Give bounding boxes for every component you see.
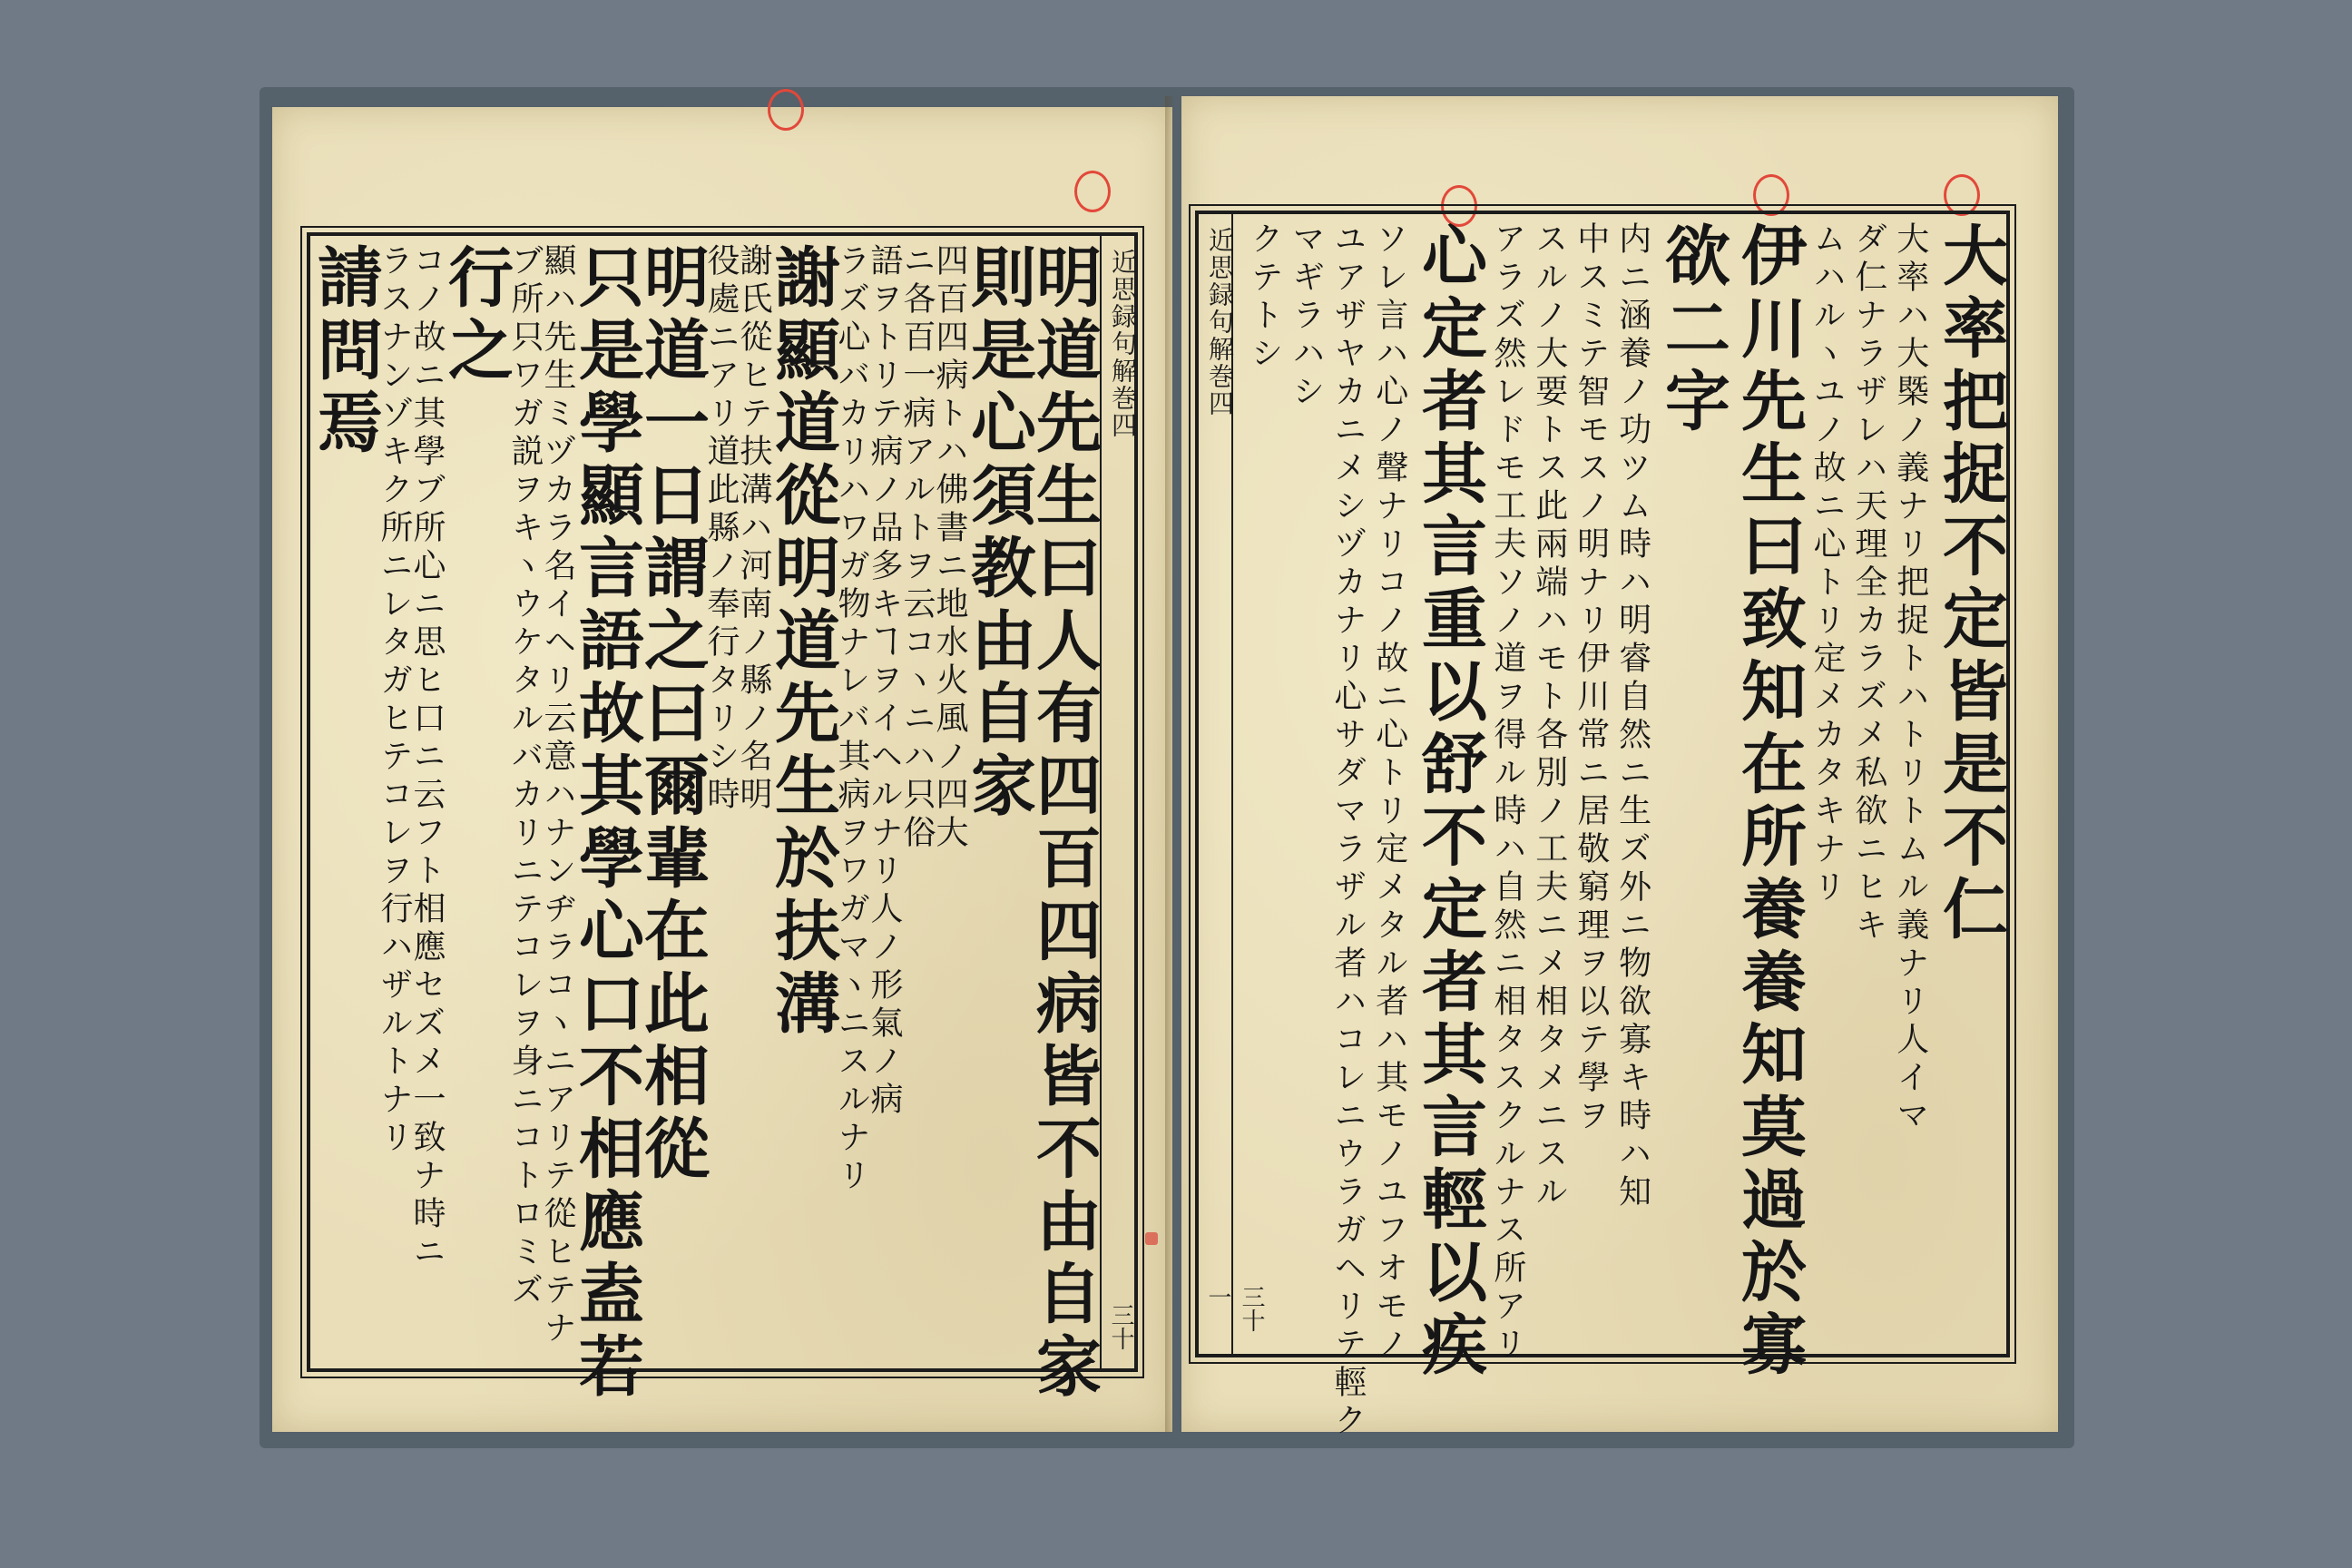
- commentary-column: ユアザヤカニメシヅカナリ心サダマラザル者ハコレニウラガヘリテ輕ク: [1328, 221, 1367, 1441]
- commentary-column: 大率ハ大槩ノ義ナリ把捉トハトリトムル義ナリ人イマ: [1891, 221, 1929, 1136]
- commentary-column: クテトシ: [1245, 221, 1283, 374]
- red-circle-mark: [1074, 171, 1111, 212]
- main-text-column: 謝顯道從明道先生於扶溝: [764, 243, 841, 1042]
- right-text-frame: [1195, 211, 2010, 1441]
- commentary-column: 語ヲトリテ病ノ品多キヿヲイヘルナリ人ノ形氣ノ病: [866, 243, 903, 1120]
- commentary-column: ラズ心バカリハワガ物ナレバ其病ヲワガマヽニスルナリ: [833, 243, 870, 1196]
- commentary-column: 中スミテ智モスノ明ナリ伊川常ニ居敬窮理ヲ以テ學ヲ: [1572, 221, 1610, 1136]
- commentary-column: 内ニ涵養ノ功ツム時ハ明睿自然ニ生ズ外ニ物欲寡キ時ハ知: [1613, 221, 1651, 1212]
- main-text-column: 明道一日謂之曰爾輩在此相從: [633, 243, 710, 1187]
- main-text-column: 心定者其言重以舒不定者其言輕以疾: [1410, 221, 1488, 1383]
- commentary-column: 四百四病トハ佛書ニ地水火風ノ四大: [931, 243, 968, 853]
- folio-number: 三十: [1107, 1303, 1134, 1350]
- red-circle-mark: [768, 89, 804, 131]
- commentary-column: ニ各百一病アルトヲ云コヽニハ只俗: [898, 243, 936, 853]
- commentary-column: 顯ハ先生ミヅカラ名イヘリ云意ハナンヂラコヽニアリテ從ヒテナ: [539, 243, 576, 1348]
- main-text-column: 則是心須教由自家: [960, 243, 1037, 824]
- commentary-column: コノ故ニ其學ブ所心ニ思ヒ口ニ云フト相應セズメ一致ナ時ニ: [408, 243, 446, 1272]
- commentary-column: 役處ニアリ道此縣ノ奉行タリシ時: [702, 243, 740, 815]
- book-title-label: 近思録句解巻四: [1108, 249, 1138, 439]
- main-text-column: 行之: [437, 243, 514, 388]
- left-text-frame: [307, 232, 1138, 1405]
- main-text-column: 明道先生曰人有四百四病皆不由自家: [1025, 243, 1102, 1405]
- commentary-column: ムハルヽユノ故ニ心トリ定メカタキナリ: [1808, 221, 1846, 907]
- red-seal-mark: [1145, 1232, 1158, 1245]
- main-text-column: 伊川先生曰致知在所養養知莫過於寡: [1730, 221, 1808, 1383]
- left-columns: [307, 243, 1102, 1405]
- main-text-column: 欲二字: [1653, 221, 1731, 439]
- folio-number: 三十一: [1204, 1285, 1265, 1332]
- right-page: [1181, 96, 2058, 1441]
- right-columns: [1239, 221, 2009, 1441]
- commentary-column: スルノ大要トス此兩端ハモト各別ノ工夫ニメ相タメニスル: [1530, 221, 1568, 1212]
- left-margin-band: [1100, 236, 1138, 1368]
- commentary-column: ダ仁ナラザレハ天理全カラズメ私欲ニヒキ: [1849, 221, 1887, 946]
- left-page: [272, 107, 1172, 1432]
- main-text-column: 請問焉: [307, 243, 384, 461]
- main-text-column: 只是學顯言語故其學心口不相應盍若: [568, 243, 645, 1405]
- book-title-label: 近思録句解巻四: [1205, 227, 1235, 417]
- main-text-column: 大率把捉不定皆是不仁: [1932, 221, 2009, 947]
- commentary-column: 謝氏從ヒテ扶溝ハ河南ノ縣ノ名明: [735, 243, 772, 815]
- commentary-column: マギラハシ: [1287, 221, 1325, 412]
- commentary-column: アラズ然レドモ工夫ソノ道ヲ得ル時ハ自然ニ相タスクルナス所アリ: [1488, 221, 1526, 1365]
- commentary-column: ソレ言ハ心ノ聲ナリコノ故ニ心トリ定メタル者ハ其モノユフオモノ: [1370, 221, 1408, 1365]
- commentary-column: ラスナンゾキク所ニレタガヒテコレヲ行ハザルトナリ: [376, 243, 413, 1158]
- commentary-column: ブ所只ワガ説ヲキヽウケタルバカリニテコレヲ身ニコトロミズ: [506, 243, 544, 1310]
